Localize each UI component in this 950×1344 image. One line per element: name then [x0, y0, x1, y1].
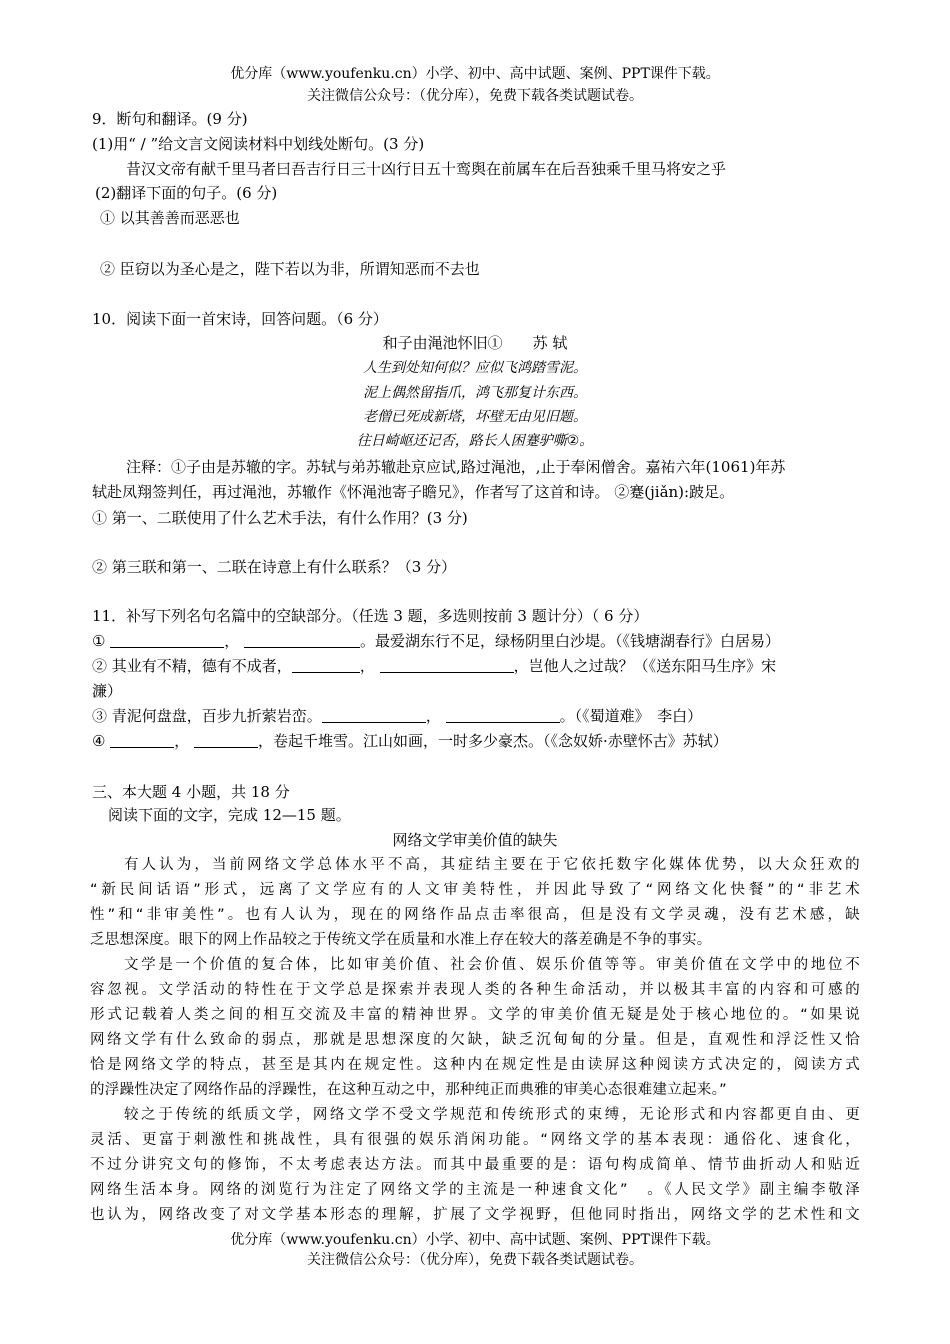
q9-part2: (2)翻译下面的句子。(6 分)	[95, 184, 278, 202]
q10-question-a: ① 第一、二联使用了什么艺术手法，有什么作用？(3 分)	[92, 509, 468, 527]
blank-input[interactable]	[194, 733, 258, 748]
item-text: ，岂他人之过哉？（《送东阳马生序》宋	[513, 657, 777, 675]
item-number: ②	[92, 657, 108, 675]
item-number: ③	[92, 707, 108, 725]
q10-title: 10．阅读下面一首宋诗，回答问题。（6 分）	[92, 310, 388, 328]
header-line-2: 关注微信公众号：（优分库），免费下载各类试题试卷。	[307, 88, 643, 104]
q11-item-4: ④ ， ，卷起千堆雪。江山如画，一时多少豪杰。（《念奴娇·赤壁怀古》苏轼）	[92, 732, 728, 750]
poem-note-2: 轼赴凤翔签判任，再过渑池，苏辙作《怀渑池寄子瞻兄》，作者写了这首和诗。 ②蹇(jiǎn):跛足。	[92, 483, 735, 501]
blank-input[interactable]	[380, 658, 514, 673]
p3-line-2: 灵活、更富于刺激性和挑战性，具有很强的娱乐消闲功能。“网络文学的基本表现：通俗化、速食化，	[90, 1132, 860, 1148]
blank-input[interactable]	[446, 708, 560, 723]
q11-item-3: ③ 青泥何盘盘，百步九折萦岩峦。 ， 。（《蜀道难》 李白）	[92, 707, 703, 725]
poem-note-1: 注释：①子由是苏辙的字。苏轼与弟苏辙赴京应试,路过渑池，,止于奉闲僧舍。嘉祐六年(1061)年苏	[126, 458, 786, 476]
poem-title: 和子由渑池怀旧① 苏 轼	[382, 334, 568, 352]
blank-input[interactable]	[110, 733, 174, 748]
item-number: ①	[92, 632, 106, 650]
q11-item-2-cont: 濂）	[92, 682, 123, 700]
header-line-1: 优分库（www.youfenku.cn）小学、初中、高中试题、案例、PPT课件下载。	[230, 66, 720, 82]
footer-line-2: 关注微信公众号：（优分库），免费下载各类试题试卷。	[307, 1252, 643, 1268]
q11-item-2: ② 其业有不精，德有不成者， ， ，岂他人之过哉？（《送东阳马生序》宋	[92, 657, 777, 675]
p3-line-1: 较之于传统的纸质文学，网络文学不受文学规范和传统形式的束缚，无论形式和内容都更自由、更	[124, 1107, 860, 1123]
blank-input[interactable]	[244, 633, 360, 648]
poem-line-2: 泥上偶然留指爪，鸿飞那复计东西。	[363, 385, 587, 401]
p3-line-4: 网络生活本身。网络的浏览行为注定了网络文学的主流是一种速食文化” 。《人民文学》副主编李敬泽	[90, 1182, 860, 1198]
q9-passage: 昔汉文帝有献千里马者曰吾吉行日三十凶行日五十鸾舆在前属车在后吾独乘千里马将安之乎	[126, 160, 727, 178]
poem-line-3: 老僧已死成新塔，坏壁无由见旧题。	[363, 409, 587, 425]
item-text: ，卷起千堆雪。江山如画，一时多少豪杰。（《念奴娇·赤壁怀古》苏轼）	[258, 732, 728, 750]
item-text: 。最爱湖东行不足，绿杨阴里白沙堤。（《钱塘湖春行》白居易）	[360, 632, 781, 650]
p2-line-1: 文学是一个价值的复合体，比如审美价值、社会价值、娱乐价值等等。审美价值在文学中的地位不	[124, 957, 860, 973]
q11-title: 11．补写下列名句名篇中的空缺部分。（任选 3 题，多选则按前 3 题计分）（ 6 分）	[92, 607, 649, 625]
p2-line-6: 的浮躁性决定了网络作品的浮躁性，在这种互动之中，那种纯正而典雅的审美心态很难建立起来。”	[90, 1082, 727, 1098]
poem-line-1: 人生到处知何似？应似飞鸿踏雪泥。	[363, 360, 587, 376]
p1-line-3: 性”和“非审美性”。也有人认为，现在的网络作品点击率很高，但是没有文学灵魂，没有艺术感，缺	[90, 907, 860, 923]
item-number: ④	[92, 732, 106, 750]
footer-line-1: 优分库（www.youfenku.cn）小学、初中、高中试题、案例、PPT课件下载。	[230, 1232, 720, 1248]
article-title: 网络文学审美价值的缺失	[392, 831, 558, 849]
p1-line-1: 有人认为，当前网络文学总体水平不高，其症结主要在于它依托数字化媒体优势，以大众狂欢的	[124, 857, 860, 873]
p3-line-5: 也认为，网络改变了对文学基本形态的理解，扩展了文学视野，但他同时指出，网络文学的艺术性和文	[90, 1207, 860, 1223]
poem-line-4: 往日崎岖还记否，路长人困蹇驴嘶②。	[356, 433, 594, 449]
p2-line-3: 形式记载着人类之间的相互交流及丰富的精神世界。文学的审美价值无疑是处于核心地位的。“如果说	[90, 1007, 860, 1023]
q10-question-b: ② 第三联和第一、二联在诗意上有什么联系？（3 分）	[92, 558, 457, 576]
item-prefix: 青泥何盘盘，百步九折萦岩峦。	[111, 707, 322, 725]
section3-intro: 阅读下面的文字，完成 12—15 题。	[108, 806, 351, 824]
p1-line-2: “新民间话语”形式，远离了文学应有的人文审美特性，并因此导致了“网络文化快餐”的“非艺术	[90, 882, 860, 898]
p2-line-5: 恰是网络文学的特点，甚至是其内在规定性。这种内在规定性是由读屏这种阅读方式决定的，阅读方式	[90, 1057, 860, 1073]
p1-line-4: 乏思想深度。眼下的网上作品较之于传统文学在质量和水准上存在较大的落差确是不争的事实。	[90, 932, 712, 948]
p3-line-3: 不过分讲究文句的修饰，不太考虑表达方法。而其中最重要的是：语句构成简单、情节曲折动人和贴近	[90, 1157, 860, 1173]
blank-input[interactable]	[292, 658, 360, 673]
q9-title: 9．断句和翻译。(9 分)	[92, 110, 248, 128]
p2-line-4: 网络文学有什么致命的弱点，那就是思想深度的欠缺，缺乏沉甸甸的分量。但是，直观性和浮泛性又恰	[90, 1032, 860, 1048]
item-prefix: 其业有不精，德有不成者，	[111, 657, 292, 675]
blank-input[interactable]	[110, 633, 224, 648]
section3-heading: 三、本大题 4 小题，共 18 分	[92, 783, 290, 801]
q9-sentence-2: ② 臣窃以为圣心是之，陛下若以为非，所谓知恶而不去也	[100, 260, 480, 278]
blank-input[interactable]	[322, 708, 426, 723]
q9-part1: (1)用“ / ”给文言文阅读材料中划线处断句。(3 分)	[92, 135, 425, 153]
q9-sentence-1: ① 以其善善而恶恶也	[100, 209, 240, 227]
item-text: 。（《蜀道难》 李白）	[559, 707, 703, 725]
q11-item-1: ① ， 。最爱湖东行不足，绿杨阴里白沙堤。（《钱塘湖春行》白居易）	[92, 632, 781, 650]
p2-line-2: 容忽视。文学活动的特性在于文学总是探索并表现人类的各种生命活动，并以极其丰富的内容和可感的	[90, 982, 860, 998]
